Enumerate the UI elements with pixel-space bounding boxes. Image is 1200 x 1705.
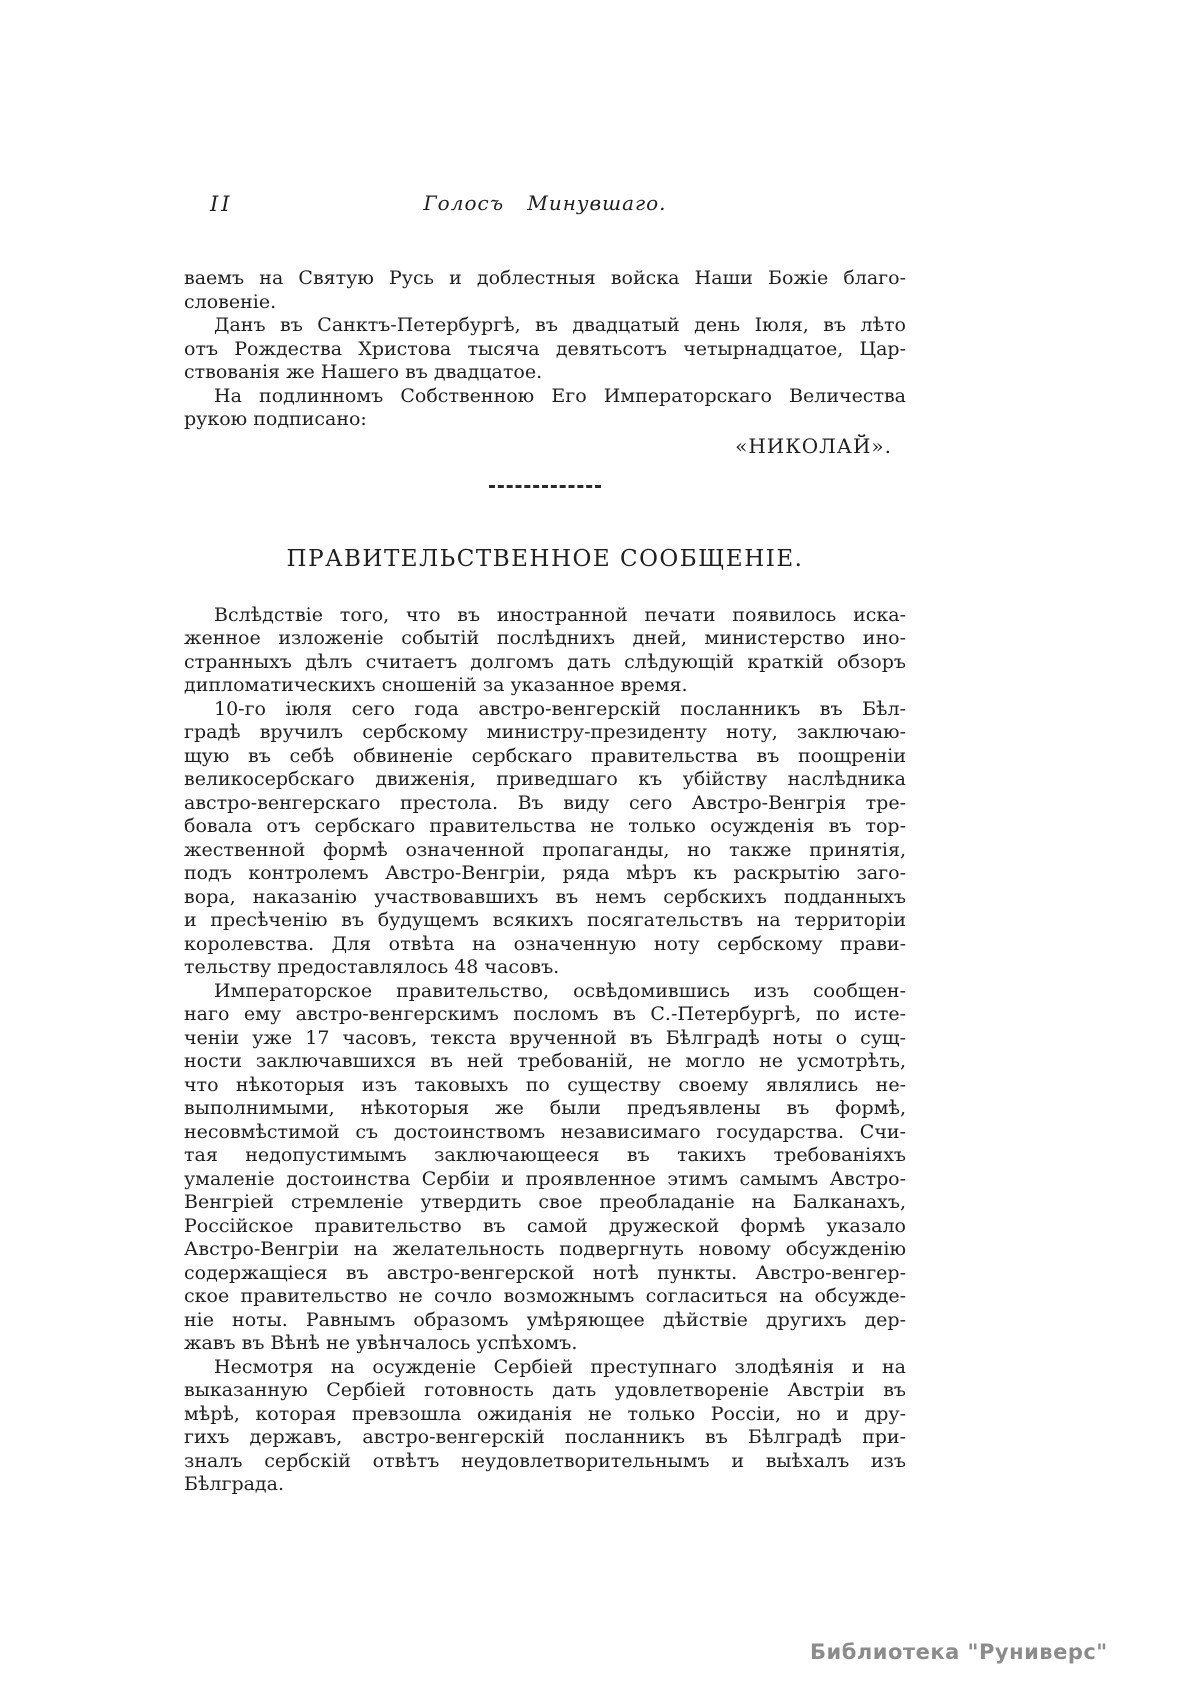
text-column — [184, 267, 906, 1497]
text-line: выполнимыми, нѣкоторыя же были предъявлены въ формѣ, — [184, 1097, 906, 1119]
text-line: ское правительство не сочло возможнымъ согласиться на обсужде- — [184, 1285, 906, 1307]
text-line: ніе ноты. Равнымъ образомъ умѣряющее дѣйствіе другихъ дер- — [184, 1308, 906, 1331]
text-line: несовмѣстимой съ достоинствомъ независимаго государства. Счи- — [184, 1120, 906, 1143]
section-divider — [489, 485, 601, 488]
text-line: бовала отъ сербскаго правительства не только осужденія въ тор- — [184, 815, 906, 837]
paragraph — [184, 385, 906, 432]
text-line: наго ему австро-венгерскимъ посломъ въ С.-Петербургѣ, по исте- — [184, 1003, 906, 1025]
text-line: рукою подписано: — [184, 408, 367, 430]
text-line: тельству предоставлялось 48 часовъ. — [184, 956, 560, 978]
text-line: ченіи уже 17 часовъ, текста врученной въ Бѣлградѣ ноты о сущ- — [184, 1026, 906, 1049]
running-title: Голосъ Минувшаго. — [423, 191, 667, 215]
text-line: дипломатическихъ сношеній за указанное время. — [184, 674, 688, 696]
text-line: На подлинномъ Собственною Его Императорскаго Величества — [214, 384, 906, 407]
signature: «НИКОЛАЙ». — [735, 433, 892, 458]
text-line: Россійское правительство въ самой дружеской формѣ указало — [184, 1214, 906, 1237]
text-line: мѣрѣ, которая превзошла ожиданія не только Россіи, но и дру- — [184, 1402, 906, 1425]
text-line: странныхъ дѣлъ считаетъ долгомъ дать слѣдующій краткій обзоръ — [184, 650, 906, 673]
text-line: жавъ въ Вѣнѣ не увѣнчалось успѣхомъ. — [184, 1332, 578, 1354]
paragraph — [184, 1356, 906, 1497]
section-body — [184, 604, 906, 1497]
text-line: австро-венгерскаго престола. Въ виду сего Австро-Венгрія тре- — [184, 791, 906, 814]
text-line: щую въ себѣ обвиненіе сербскаго правительства въ поощреніи — [184, 744, 906, 767]
text-line: гихъ державъ, австро-венгерскій посланникъ въ Бѣлградѣ при- — [184, 1426, 906, 1448]
paragraph — [184, 604, 906, 698]
text-line: Императорское правительство, освѣдомившись изъ сообщен- — [214, 979, 906, 1002]
paragraph — [184, 980, 906, 1356]
text-line: отъ Рождества Христова тысяча девятьсотъ четырнадцатое, Цар- — [184, 337, 906, 360]
text-line: Вслѣдствіе того, что въ иностранной печати появилось иска- — [214, 603, 906, 626]
paragraph — [184, 314, 906, 385]
text-line: Данъ въ Санктъ-Петербургѣ, въ двадцатый день Іюля, въ лѣто — [214, 314, 906, 336]
paragraph — [184, 698, 906, 980]
text-line: ствованія же Нашего въ двадцатое. — [184, 361, 543, 383]
text-line: Бѣлграда. — [184, 1473, 285, 1495]
text-line: жественной формѣ означенной пропаганды, но также принятія, — [184, 838, 906, 861]
watermark: Библиотека "Руниверс" — [810, 1640, 1108, 1664]
text-line: что нѣкоторыя изъ таковыхъ по существу своему являлись не- — [184, 1073, 906, 1096]
page-number: II — [210, 192, 233, 216]
text-line: ваемъ на Святую Русь и доблестныя войска Наши Божіе благо- — [184, 267, 906, 289]
text-line: королевства. Для отвѣта на означенную ноту сербскому прави- — [184, 932, 906, 955]
text-line: Несмотря на осужденіе Сербіей преступнаго злодѣянія и на — [214, 1355, 906, 1378]
text-line: 10-го іюля сего года австро-венгерскій посланникъ въ Бѣл- — [214, 697, 906, 720]
text-line: словеніе. — [184, 290, 277, 313]
text-line: тая недопустимымъ заключающееся въ такихъ требованіяхъ — [184, 1144, 906, 1166]
text-line: зналъ сербскій отвѣтъ неудовлетворительнымъ и выѣхалъ изъ — [184, 1449, 906, 1472]
text-line: подъ контролемъ Австро-Венгріи, ряда мѣръ къ раскрытію заго- — [184, 862, 906, 884]
text-line: умаленіе достоинства Сербіи и проявленное этимъ самымъ Австро- — [184, 1167, 906, 1190]
running-header — [184, 191, 906, 219]
paragraph — [184, 267, 906, 314]
text-line: содержащіеся въ австро-венгерской нотѣ пункты. Австро-венгер- — [184, 1261, 906, 1284]
text-line: великосербскаго движенія, приведшаго къ убійству наслѣдника — [184, 768, 906, 790]
front-matter — [184, 267, 906, 488]
text-line: и пресѣченію въ будущемъ всякихъ посягательствъ на территоріи — [184, 909, 906, 931]
text-line: градѣ вручилъ сербскому министру-президенту ноту, заключаю- — [184, 721, 906, 743]
text-line: вора, наказанію участвовавшихъ въ немъ сербскихъ подданныхъ — [184, 885, 906, 908]
text-line: Венгріей стремленіе утвердить свое преобладаніе на Балканахъ, — [184, 1191, 906, 1213]
text-line: выказанную Сербіей готовность дать удовлетвореніе Австріи въ — [184, 1379, 906, 1401]
text-line: Австро-Венгріи на желательность подвергнуть новому обсужденію — [184, 1238, 906, 1260]
text-line: женное изложеніе событій послѣднихъ дней, министерство ино- — [184, 627, 906, 649]
section-heading: ПРАВИТЕЛЬСТВЕННОЕ СООБЩЕНІЕ. — [286, 545, 804, 572]
text-line: ности заключавшихся въ ней требованій, не могло не усмотрѣть, — [184, 1050, 906, 1072]
